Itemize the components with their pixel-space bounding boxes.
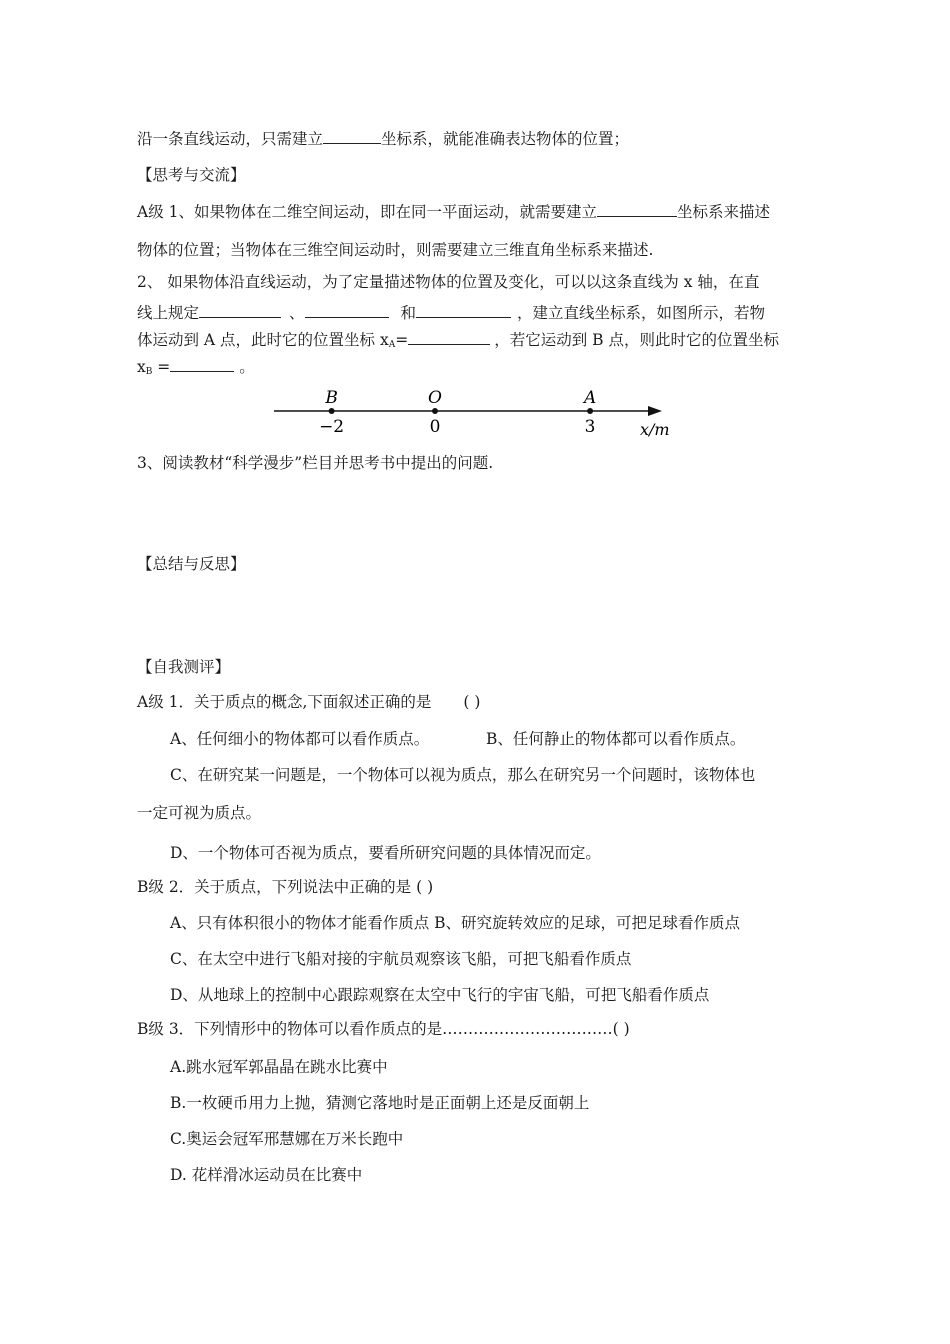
test-q1-opt-d[interactable]: D、一个物体可否视为质点，要看所研究问题的具体情况而定。 [170,844,601,862]
think-q2-eq-a: = [395,331,409,349]
think-q2-line3-end: ，若它运动到 B 点，则此时它的位置坐标 [494,331,779,349]
test-q1-stem-text: A级 1．关于质点的概念,下面叙述正确的是 [137,693,432,711]
answer-blank-1[interactable] [323,128,381,144]
think-q2-eq-b: = [152,358,171,376]
axis-point-name-o: O [428,388,442,408]
think-q2-sep2: 和 [400,304,417,322]
test-q3-stem: B级 3．下列情形中的物体可以看作质点的是……………………………( ) [137,1020,630,1038]
number-line-figure [268,386,678,440]
axis-tick-label-b: −2 [319,417,345,437]
test-q2-opt-c[interactable]: C、在太空中进行飞船对接的宇航员观察该飞船，可把飞船看作质点 [170,950,632,968]
intro-line [137,128,629,149]
test-q3-opt-b[interactable]: B.一枚硬币用力上抛，猜测它落地时是正面朝上还是反面朝上 [170,1094,590,1112]
axis-point-o [432,408,438,414]
intro-text-after: 坐标系，就能准确表达物体的位置； [381,130,630,148]
test-q1-opt-c[interactable]: C、在研究某一问题是，一个物体可以视为质点，那么在研究另一个问题时，该物体也 [170,766,756,784]
think-q2-line2-start: 线上规定 [137,304,200,322]
think-q2-line3-start: 体运动到 A 点，此时它的位置坐标 x [137,331,389,349]
axis-points [319,388,596,437]
answer-blank-2[interactable] [597,201,677,217]
think-q2-line4 [137,356,255,382]
test-q1-opt-b[interactable]: B、任何静止的物体都可以看作质点。 [486,730,746,748]
think-q1-line2: 物体的位置；当物体在三维空间运动时，则需要建立三维直角坐标系来描述. [137,241,654,259]
intro-text-before: 沿一条直线运动，只需建立 [137,130,324,148]
test-q1-stem [137,692,480,712]
answer-blank-4[interactable] [305,302,389,318]
think-q2-line4-end: 。 [234,358,255,376]
axis-point-b [329,408,335,414]
axis-point-name-b: B [325,388,338,408]
answer-blank-6[interactable] [408,329,490,345]
think-q1-prefix: A级 1、如果物体在二维空间运动，即在同一平面运动，就需要建立 [137,203,597,221]
axis-tick-label-a: 3 [584,417,596,437]
test-q2-opt-d[interactable]: D、从地球上的控制中心跟踪观察在太空中飞行的宇宙飞船，可把飞船看作质点 [170,986,710,1004]
think-q2-x-b: x [137,358,146,376]
axis-tick-label-o: 0 [429,417,441,437]
axis-point-a [587,408,593,414]
test-q1-paren: ( ) [463,693,481,711]
answer-blank-3[interactable] [199,302,281,318]
test-q1-opt-c-cont: 一定可视为质点。 [137,804,262,822]
think-q1-after: 坐标系来描述 [676,203,770,221]
test-q2-stem: B级 2．关于质点，下列说法中正确的是 ( ) [137,878,434,896]
axis-point-name-a: A [583,388,597,408]
think-q2-line2 [137,302,765,323]
think-q2-sep1: 、 [289,304,305,322]
think-q2-sub-a: A [388,340,396,350]
answer-blank-5[interactable] [416,302,511,318]
think-q3: 3、阅读教材“科学漫步”栏目并思考书中提出的问题. [137,454,494,472]
test-q2-opt-ab[interactable]: A、只有体积很小的物体才能看作质点 B、研究旋转效应的足球，可把足球看作质点 [170,914,741,932]
think-q2-line2-end: ，建立直线坐标系，如图所示，若物 [517,304,766,322]
think-q2-sub-b: B [145,367,153,377]
x-axis-arrow [648,406,662,416]
section-heading-self-test: 【自我测评】 [137,658,231,676]
answer-blank-7[interactable] [170,356,234,372]
test-q1-opt-a[interactable]: A、任何细小的物体都可以看作质点。 [170,730,430,748]
section-heading-summary: 【总结与反思】 [137,555,246,573]
test-q3-opt-a[interactable]: A.跳水冠军郭晶晶在跳水比赛中 [170,1058,388,1076]
think-q2-line1: 2、 如果物体沿直线运动，为了定量描述物体的位置及变化，可以以这条直线为 x 轴，在直 [137,273,760,291]
think-q1-line1 [137,201,770,222]
think-q2-line3 [137,329,779,355]
test-q3-opt-d[interactable]: D. 花样滑冰运动员在比赛中 [170,1166,363,1184]
test-q3-opt-c[interactable]: C.奥运会冠军邢慧娜在万米长跑中 [170,1130,404,1148]
section-heading-think: 【思考与交流】 [137,166,246,184]
axis-label: x/m [640,420,670,439]
